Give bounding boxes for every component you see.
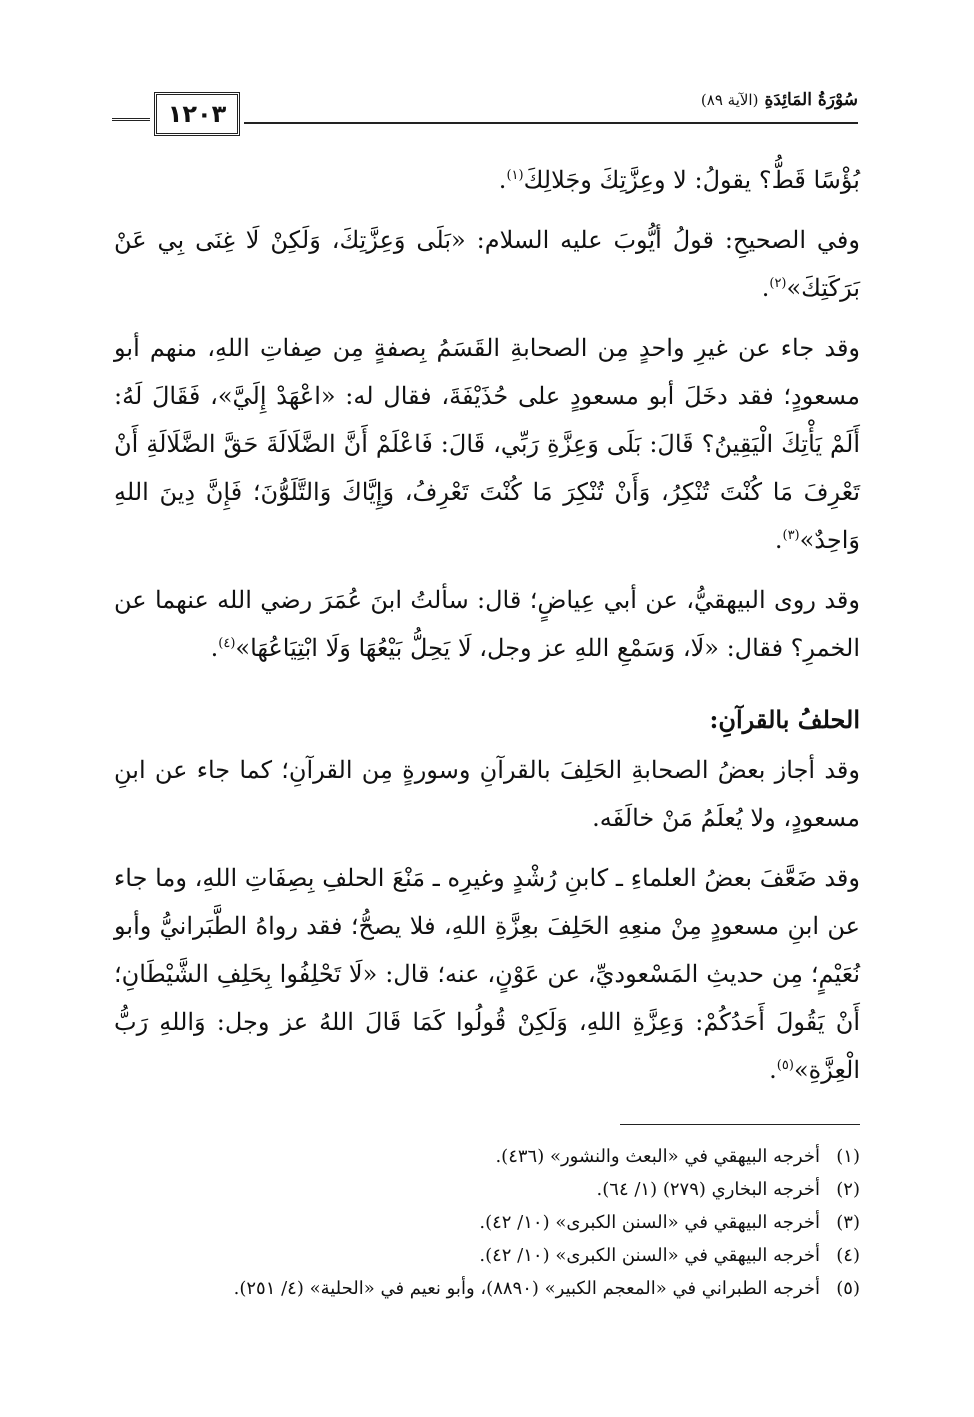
paragraph bbox=[114, 854, 860, 1094]
footnote-number: (٢) bbox=[836, 1179, 860, 1200]
paragraph-end: . bbox=[769, 1056, 777, 1084]
paragraph-text: وقد جاء عن غيرِ واحدٍ مِن الصحابةِ القَسَمُ بِصفةٍ مِن صِفاتِ اللهِ، منهم أبو مسعودٍ؛ فقد دخَلَ أبو مسعودٍ على حُذَيْفَةَ، فقال له: «اعْهَدْ إِلَيَّ»، فَقَالَ لَهُ: أَلَمْ يَأْتِكَ الْيَقِينُ؟ قَالَ: بَلَى وَعِزَّةِ رَبِّي، قَالَ: فَاعْلَمْ أَنَّ الضَّلَالَةَ حَقَّ الضَّلَالَةِ أَنْ تَعْرِفَ مَا كُنْتَ تُنْكِرُ، وَأَنْ تُنْكِرَ مَا كُنْتَ تَعْرِفُ، وَإِيَّاكَ وَالتَّلَوُّنَ؛ فَإِنَّ دِينَ اللهِ وَاحِدٌ» bbox=[114, 334, 861, 554]
paragraph bbox=[114, 216, 860, 312]
footnote bbox=[114, 1239, 860, 1272]
paragraph-text: بُؤْسًا قَطُّ؟ يقولُ: لا وعِزَّتِكَ وجَلالِكَ bbox=[523, 166, 860, 194]
footnote-text: أخرجه البيهقي في «البعث والنشور» (٤٣٦). bbox=[495, 1146, 820, 1167]
footnote bbox=[114, 1206, 860, 1239]
section-heading: الحلفُ بالقرآنِ: bbox=[709, 705, 860, 734]
footnotes bbox=[114, 1140, 860, 1305]
page-header bbox=[112, 92, 858, 144]
paragraph-end: . bbox=[774, 526, 783, 554]
footnote-number: (٤) bbox=[836, 1245, 860, 1266]
footnote bbox=[114, 1272, 860, 1305]
ayah-reference: (الآية ٨٩) bbox=[700, 91, 759, 109]
footnote-number: (١) bbox=[836, 1146, 860, 1167]
header-rule bbox=[244, 122, 858, 124]
paragraph-text: وقد روى البيهقيُّ، عن أبي عِياضٍ؛ قال: سألتُ ابنَ عُمَرَ رضي الله عنهما عن الخمرِ؟ فقال: «لَا، وَسَمْعِ اللهِ عز وجل، لَا يَحِلُّ بَيْعُهَا وَلَا ابْتِيَاعُهَا» bbox=[114, 586, 860, 662]
footnote-number: (٥) bbox=[836, 1278, 860, 1299]
paragraph-end: . bbox=[498, 166, 507, 194]
footnote-text: أخرجه البخاري (٢٧٩) (١/ ٦٤). bbox=[596, 1179, 820, 1200]
footnote-marker: (٢) bbox=[769, 276, 787, 291]
header-rule-left bbox=[112, 118, 150, 121]
surah-name: سُوْرَةُ المَائِدَةِ bbox=[764, 90, 858, 110]
paragraph-end: . bbox=[210, 634, 219, 662]
footnote-marker: (٥) bbox=[776, 1058, 794, 1073]
footnote-text: أخرجه البيهقي في «السنن الكبرى» (١٠/ ٤٢). bbox=[479, 1212, 820, 1233]
paragraph-text: وقد أجاز بعضُ الصحابةِ الحَلِفَ بالقرآنِ وسورةٍ مِن القرآنِ؛ كما جاء عن ابنِ مسعودٍ، ولا يُعلَمُ مَنْ خالَفَه. bbox=[114, 756, 860, 832]
footnote-text: أخرجه البيهقي في «السنن الكبرى» (١٠/ ٤٢). bbox=[479, 1245, 820, 1266]
paragraph bbox=[114, 746, 860, 842]
paragraph bbox=[114, 324, 860, 564]
footnote-number: (٣) bbox=[836, 1212, 860, 1233]
footnote-divider bbox=[620, 1124, 860, 1125]
footnote-text: أخرجه الطبراني في «المعجم الكبير» (٨٨٩٠)، وأبو نعيم في «الحلية» (٤/ ٢٥١). bbox=[233, 1278, 820, 1299]
paragraph-end: . bbox=[761, 274, 770, 302]
footnote-marker: (١) bbox=[506, 168, 524, 183]
footnote-marker: (٤) bbox=[218, 636, 236, 651]
main-text bbox=[114, 156, 860, 1106]
footnote bbox=[114, 1140, 860, 1173]
footnote-marker: (٣) bbox=[782, 528, 800, 543]
footnote bbox=[114, 1173, 860, 1206]
paragraph bbox=[114, 156, 860, 204]
paragraph-text: وفي الصحيحِ: قولُ أيُّوبَ عليه السلام: «بَلَى وَعِزَّتِكَ، وَلَكِنْ لَا غِنَى بِي عَنْ بَرَكَتِكَ» bbox=[114, 226, 860, 302]
page-number: ١٢٠٣ bbox=[154, 92, 240, 136]
surah-title bbox=[701, 90, 858, 110]
paragraph bbox=[114, 576, 860, 672]
paragraph-text: وقد ضَعَّفَ بعضُ العلماءِ ـ كابنِ رُشْدٍ وغيرِه ـ مَنْعَ الحلفِ بِصِفَاتِ اللهِ، وما جاء عن ابنِ مسعودٍ مِنْ منعِهِ الحَلِفَ بعِزَّةِ اللهِ، فلا يصحُّ؛ فقد رواهُ الطَّبَرانيُّ وأبو نُعَيْمٍ؛ مِن حديثِ المَسْعوديِّ، عن عَوْنٍ، عنه؛ قال: «لَا تَحْلِفُوا بِحَلِفِ الشَّيْطَانِ؛ أَنْ يَقُولَ أَحَدُكُمْ: وَعِزَّةِ اللهِ، وَلَكِنْ قُولُوا كَمَا قَالَ اللهُ عز وجل: وَاللهِ رَبُّ الْعِزَّةِ» bbox=[114, 864, 861, 1084]
